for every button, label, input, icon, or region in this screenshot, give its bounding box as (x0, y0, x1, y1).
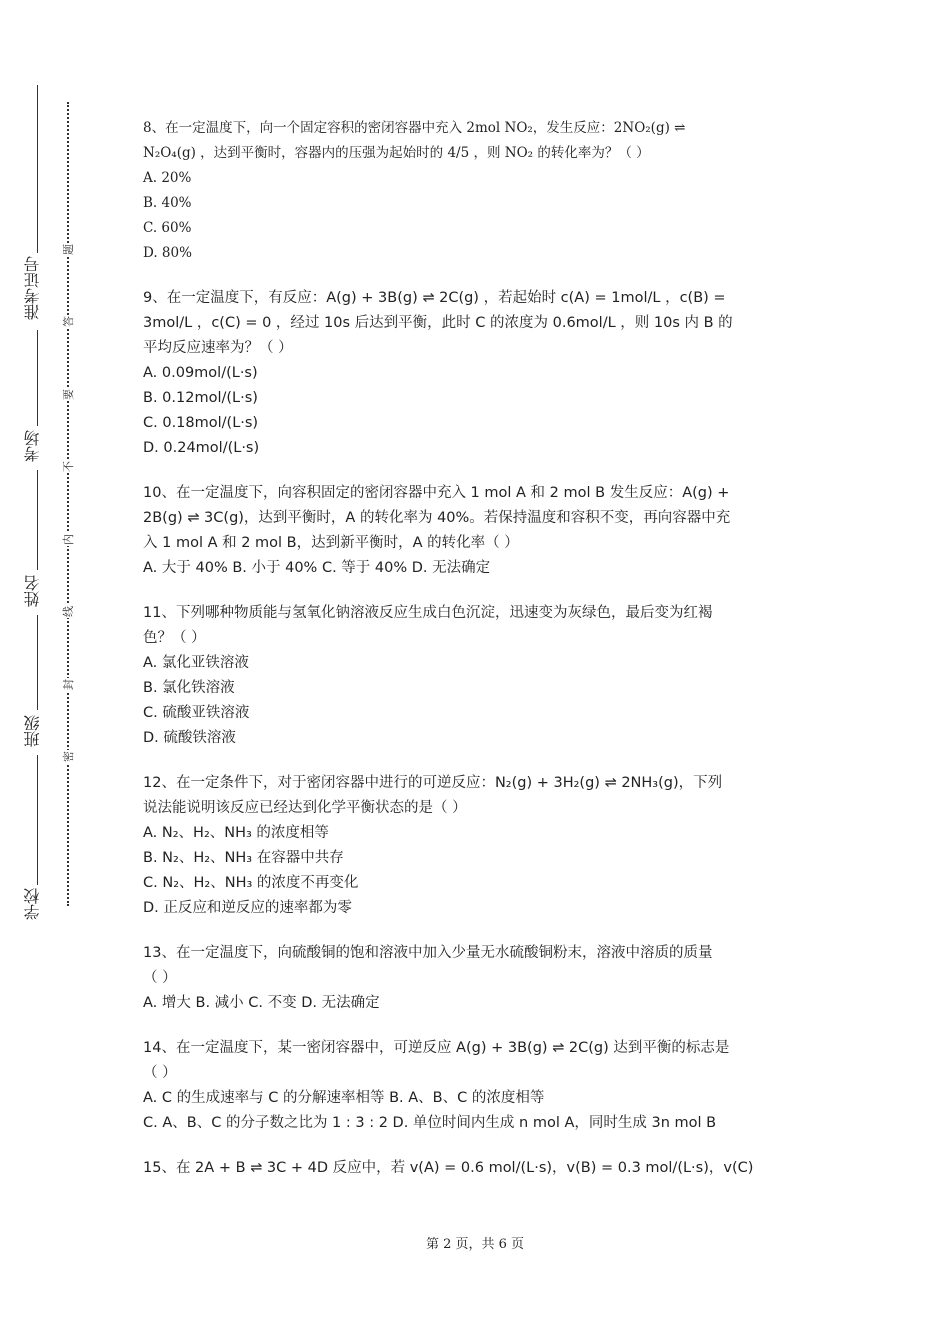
seal-char: 密 (61, 751, 75, 762)
option-c: C. 60% (143, 220, 192, 236)
field-label-school: 学校 (23, 888, 42, 920)
option-b: B. 40% (143, 195, 192, 211)
seal-char: 线 (61, 606, 75, 617)
option-c: C. 硫酸亚铁溶液 (143, 705, 250, 721)
question-text: 11、下列哪种物质能与氢氧化钠溶液反应生成白色沉淀，迅速变为灰绿色，最后变为红褐 (143, 605, 713, 621)
field-label-name: 姓名 (23, 575, 42, 607)
seal-char: 答 (61, 316, 75, 327)
bind-line (37, 615, 38, 710)
options-line: A. 增大 B. 减小 C. 不变 D. 无法确定 (143, 995, 380, 1011)
question-15 (143, 1156, 823, 1181)
option-b: B. 0.12mol/(L·s) (143, 390, 258, 406)
question-text: 14、在一定温度下，某一密闭容器中，可逆反应 A(g) + 3B(g) ⇌ 2C(g) 达到平衡的标志是 (143, 1040, 730, 1056)
question-text: 说法能说明该反应已经达到化学平衡状态的是（ ） (143, 800, 467, 816)
page-number: 第 2 页，共 6 页 (425, 1237, 525, 1252)
option-a: A. 20% (143, 170, 192, 186)
question-text: 15、在 2A + B ⇌ 3C + 4D 反应中，若 v(A) = 0.6 mol/(L·s)，v(B) = 0.3 mol/(L·s)，v(C) (143, 1160, 754, 1176)
seal-char: 题 (61, 244, 75, 255)
option-c: C. 0.18mol/(L·s) (143, 415, 259, 431)
question-text: （ ） (143, 970, 177, 986)
bind-line (37, 470, 38, 570)
option-a: A. 氯化亚铁溶液 (143, 655, 249, 671)
question-list (143, 116, 823, 1201)
question-text: 8、在一定温度下，向一个固定容积的密闭容器中充入 2mol NO₂，发生反应：2NO₂(g) ⇌ (143, 120, 686, 136)
bind-line (37, 85, 38, 253)
question-text: 入 1 mol A 和 2 mol B，达到新平衡时，A 的转化率（ ） (143, 535, 519, 551)
question-12 (143, 771, 823, 921)
question-9 (143, 286, 823, 461)
question-text: 平均反应速率为？（ ） (143, 340, 293, 356)
option-b: B. 氯化铁溶液 (143, 680, 235, 696)
option-d: D. 硫酸铁溶液 (143, 730, 236, 746)
option-d: D. 正反应和逆反应的速率都为零 (143, 900, 352, 916)
question-text: 10、在一定温度下，向容积固定的密闭容器中充入 1 mol A 和 2 mol B 发生反应：A(g) + (143, 485, 730, 501)
bind-line (37, 755, 38, 885)
options-line: A. 大于 40% B. 小于 40% C. 等于 40% D. 无法确定 (143, 560, 491, 576)
option-c: C. N₂、H₂、NH₃ 的浓度不再变化 (143, 875, 359, 891)
binding-margin (0, 0, 110, 1344)
seal-dotted-line (67, 102, 69, 906)
question-13 (143, 941, 823, 1016)
question-8 (143, 116, 823, 266)
bind-line (37, 330, 38, 426)
option-a: A. N₂、H₂、NH₃ 的浓度相等 (143, 825, 329, 841)
option-d: D. 80% (143, 245, 192, 261)
seal-char: 要 (61, 389, 75, 400)
question-text: 9、在一定温度下，有反应：A(g) + 3B(g) ⇌ 2C(g) ，若起始时 c(A) = 1mol/L ，c(B) = (143, 290, 726, 306)
options-line: C. A、B、C 的分子数之比为 1 : 3 : 2 D. 单位时间内生成 n mol A，同时生成 3n mol B (143, 1115, 717, 1131)
question-text: N₂O₄(g) ，达到平衡时，容器内的压强为起始时的 4/5 ，则 NO₂ 的转化率为？（ ） (143, 145, 650, 161)
question-10 (143, 481, 823, 581)
question-text: （ ） (143, 1065, 177, 1081)
option-d: D. 0.24mol/(L·s) (143, 440, 260, 456)
question-11 (143, 601, 823, 751)
field-label-exam-room: 考场 (23, 430, 42, 462)
question-text: 色？（ ） (143, 630, 206, 646)
question-text: 13、在一定温度下，向硫酸铜的饱和溶液中加入少量无水硫酸铜粉末，溶液中溶质的质量 (143, 945, 713, 961)
option-a: A. 0.09mol/(L·s) (143, 365, 258, 381)
seal-char: 内 (61, 534, 75, 545)
question-text: 12、在一定条件下，对于密闭容器中进行的可逆反应：N₂(g) + 3H₂(g) ⇌ 2NH₃(g)，下列 (143, 775, 723, 791)
option-b: B. N₂、H₂、NH₃ 在容器中共存 (143, 850, 344, 866)
field-label-class: 班级 (23, 715, 42, 747)
field-label-exam-id: 准考证号 (23, 256, 42, 320)
question-14 (143, 1036, 823, 1136)
seal-char: 不 (61, 461, 75, 472)
question-text: 2B(g) ⇌ 3C(g)，达到平衡时，A 的转化率为 40%。若保持温度和容积不变，再向容器中充 (143, 510, 731, 526)
question-text: 3mol/L ，c(C) = 0 ，经过 10s 后达到平衡，此时 C 的浓度为 0.6mol/L ，则 10s 内 B 的 (143, 315, 733, 331)
options-line: A. C 的生成速率与 C 的分解速率相等 B. A、B、C 的浓度相等 (143, 1090, 545, 1106)
seal-char: 封 (61, 679, 75, 690)
